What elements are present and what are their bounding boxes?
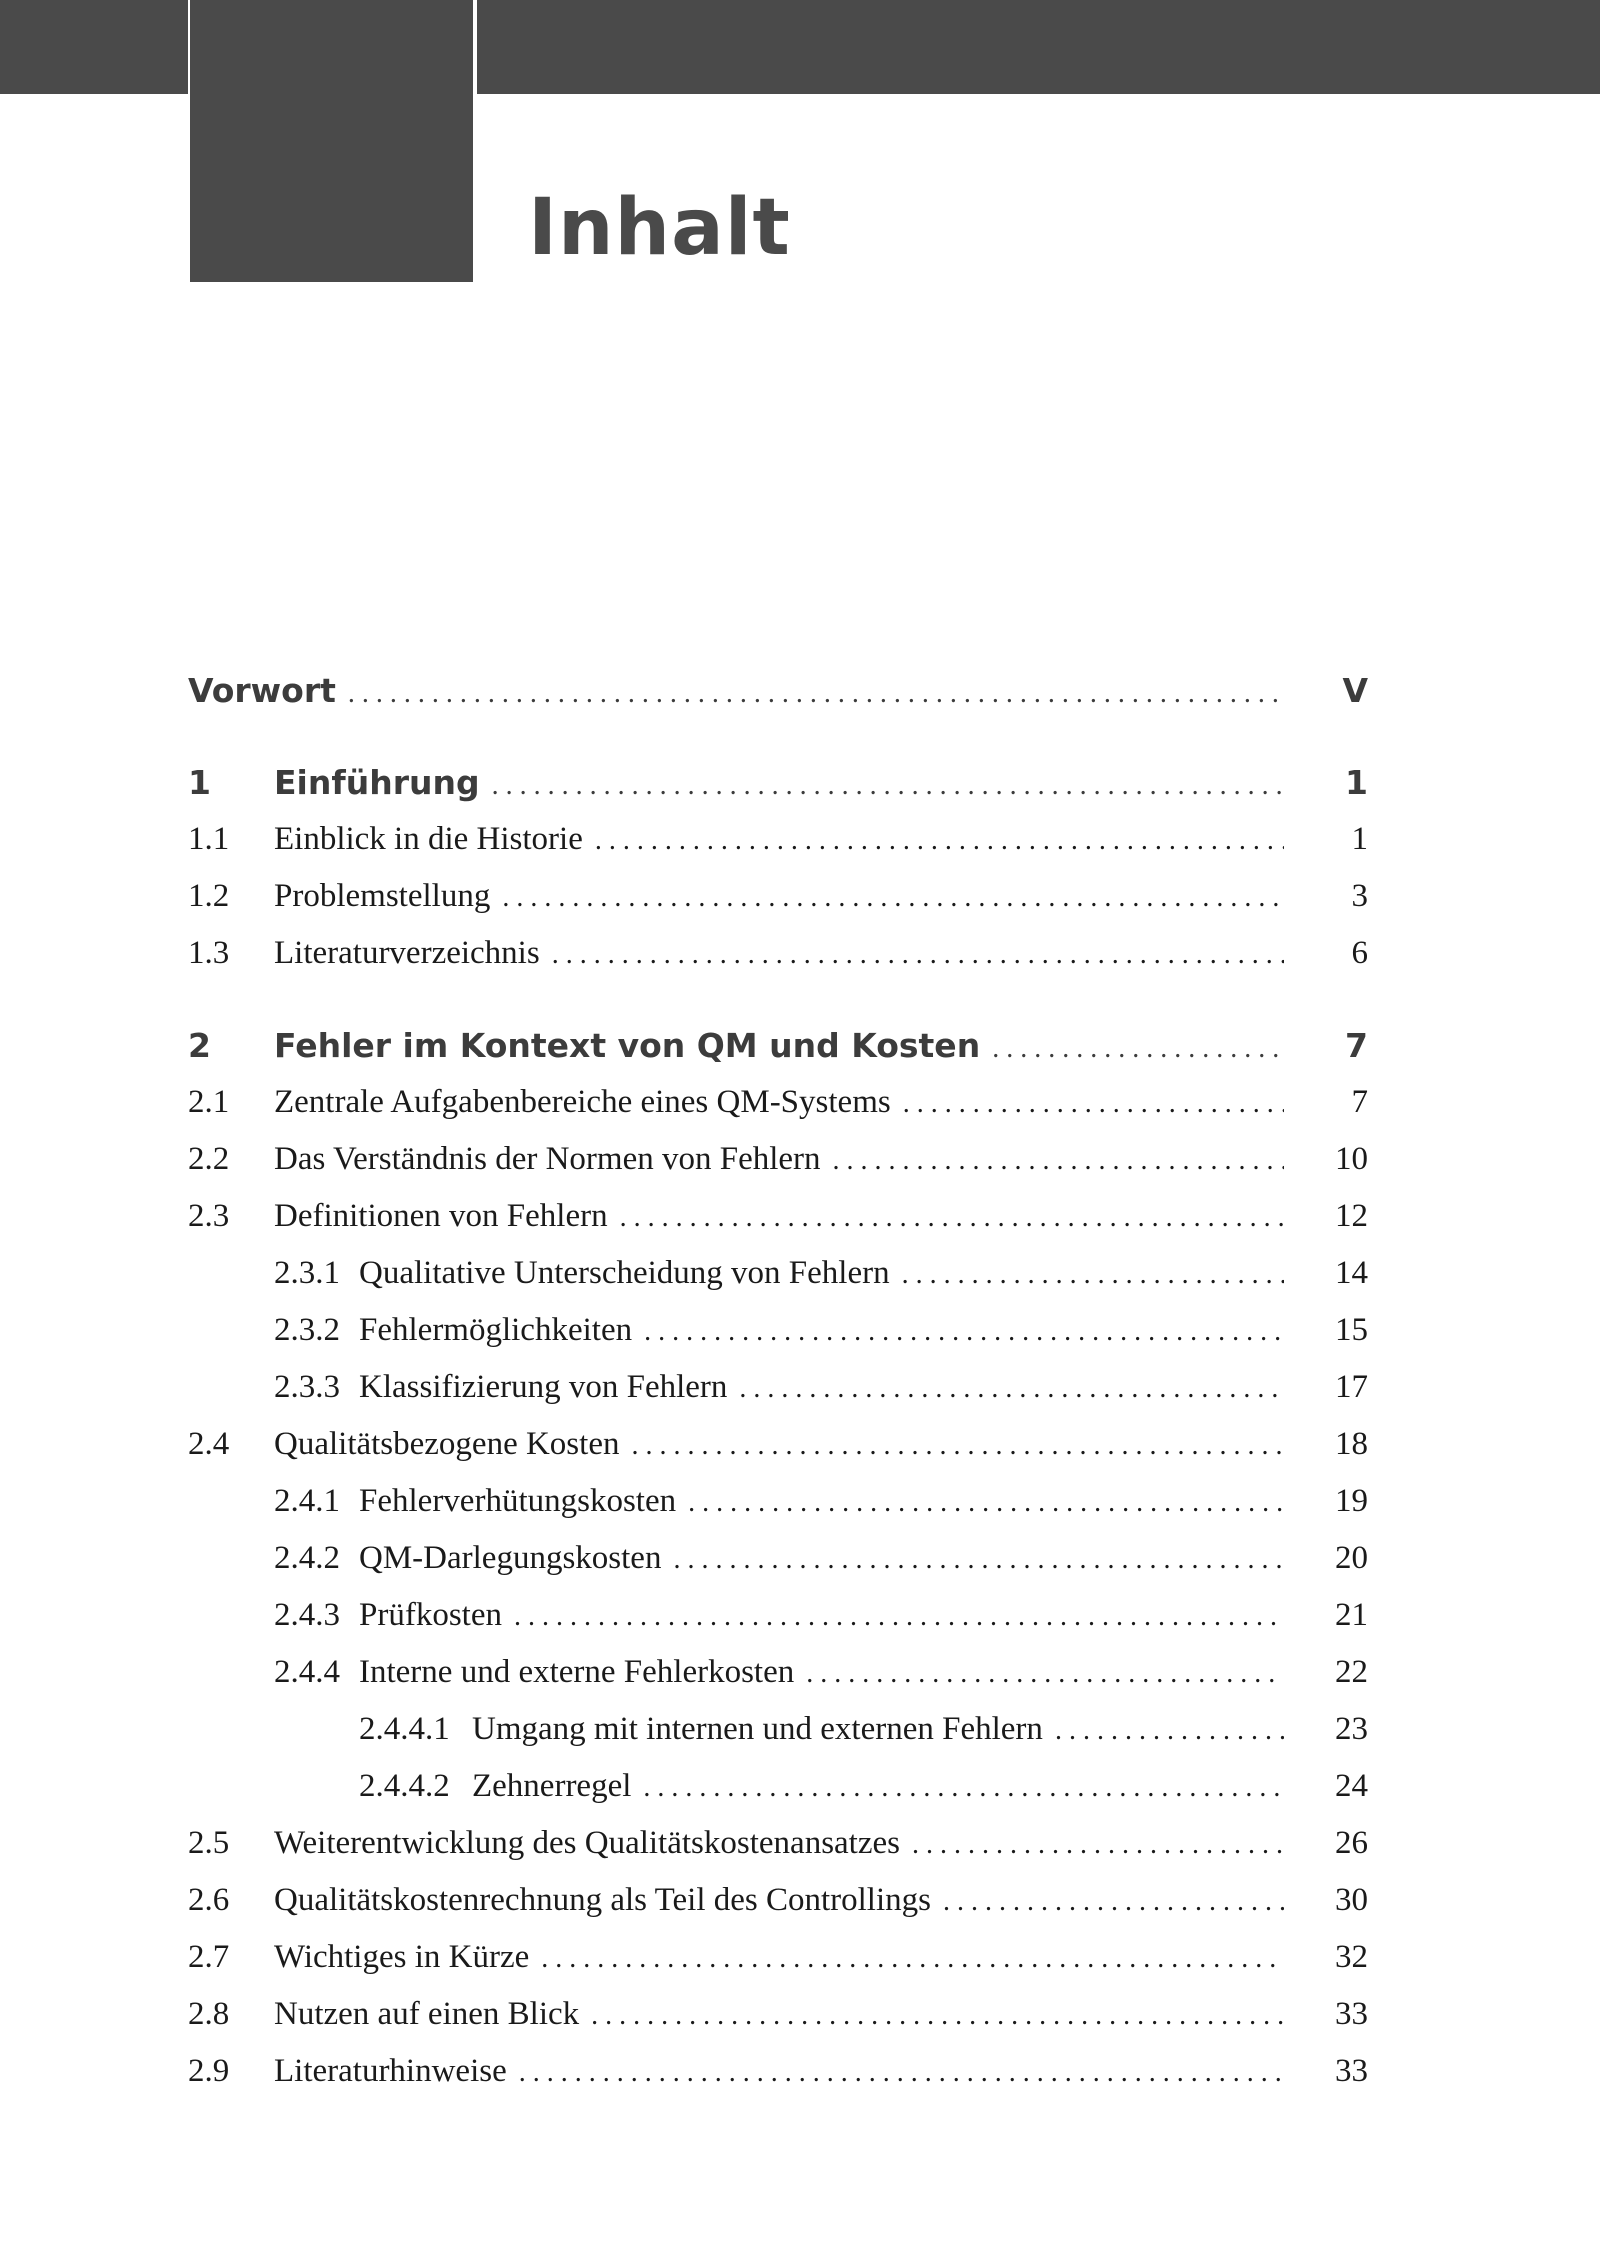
toc-entry-page: 24 — [1335, 1768, 1368, 1804]
toc-entry-page: 33 — [1335, 1996, 1368, 2032]
toc-entry-page: 30 — [1335, 1882, 1368, 1918]
toc-entry-number: 1.1 — [188, 821, 230, 857]
toc-entry[interactable] — [188, 1872, 1368, 1929]
toc-entry-title: Qualitätskostenrechnung als Teil des Controllings — [274, 1882, 931, 1918]
toc-entry-page: 6 — [1351, 935, 1368, 971]
dot-leader — [1055, 1701, 1284, 1759]
toc-entry-number: 2.5 — [188, 1825, 230, 1861]
dot-leader — [620, 1188, 1284, 1246]
dot-leader — [739, 1359, 1284, 1417]
toc-entry-title: Qualitätsbezogene Kosten — [274, 1426, 620, 1462]
chapter-tab-block — [190, 0, 473, 282]
dot-leader — [541, 1929, 1284, 1987]
toc-entry-number: 1.2 — [188, 878, 230, 914]
toc-entry[interactable] — [188, 1473, 1368, 1530]
toc-entry-title: Qualitative Unterscheidung von Fehlern — [359, 1255, 890, 1291]
toc-entry-number: 1 — [188, 763, 211, 802]
dot-leader — [673, 1530, 1284, 1588]
dot-leader — [631, 1416, 1284, 1474]
toc-entry-title: Literaturverzeichnis — [274, 935, 540, 971]
toc-entry-title: Fehlermöglichkeiten — [359, 1312, 633, 1348]
toc-entry[interactable] — [188, 1131, 1368, 1188]
toc-entry[interactable] — [188, 2043, 1368, 2100]
toc-entry-page: 19 — [1335, 1483, 1368, 1519]
toc-entry-number: 2.4.1 — [274, 1483, 340, 1519]
toc-entry-page: 23 — [1335, 1711, 1368, 1747]
toc-entry-number: 2.7 — [188, 1939, 230, 1975]
toc-entry-number: 2.3 — [188, 1198, 230, 1234]
toc-entry-vorwort[interactable] — [188, 662, 1368, 719]
toc-entry-title: Das Verständnis der Normen von Fehlern — [274, 1141, 821, 1177]
toc-entry-title: QM-Darlegungskosten — [359, 1540, 662, 1576]
toc-entry-chapter-1[interactable] — [188, 754, 1368, 811]
header-bar-left — [0, 0, 188, 94]
toc-entry[interactable] — [188, 1416, 1368, 1473]
toc-entry-page: 18 — [1335, 1426, 1368, 1462]
toc-entry-page: 15 — [1335, 1312, 1368, 1348]
toc-entry-page: 1 — [1351, 821, 1368, 857]
toc-entry-number: 2.8 — [188, 1996, 230, 2032]
toc-entry-page: 33 — [1335, 2053, 1368, 2089]
toc-entry[interactable] — [188, 1815, 1368, 1872]
toc-entry-page: 12 — [1335, 1198, 1368, 1234]
toc-entry-title: Problemstellung — [274, 878, 491, 914]
toc-entry-title: Einblick in die Historie — [274, 821, 583, 857]
toc-entry-page: 17 — [1335, 1369, 1368, 1405]
header-bar-right — [477, 0, 1600, 94]
dot-leader — [552, 925, 1284, 983]
toc-entry-title: Zehnerregel — [472, 1768, 632, 1804]
toc-entry[interactable] — [188, 1188, 1368, 1245]
dot-leader — [519, 2043, 1284, 2101]
toc-entry-page: 10 — [1335, 1141, 1368, 1177]
dot-leader — [643, 1758, 1284, 1816]
toc-entry[interactable] — [188, 1530, 1368, 1587]
toc-entry-page: 32 — [1335, 1939, 1368, 1975]
toc-entry[interactable] — [188, 868, 1368, 925]
dot-leader — [833, 1131, 1284, 1189]
toc-entry[interactable] — [188, 1359, 1368, 1416]
toc-entry-page: 1 — [1345, 763, 1368, 802]
toc-entry-title: Vorwort — [188, 671, 336, 710]
toc-entry-number: 2.6 — [188, 1882, 230, 1918]
toc-entry[interactable] — [188, 811, 1368, 868]
toc-entry-title: Definitionen von Fehlern — [274, 1198, 608, 1234]
dot-leader — [644, 1302, 1284, 1360]
toc-entry-page: 22 — [1335, 1654, 1368, 1690]
dot-leader — [514, 1587, 1284, 1645]
dot-leader — [912, 1815, 1284, 1873]
toc-entry[interactable] — [188, 1302, 1368, 1359]
toc-entry-number: 2.9 — [188, 2053, 230, 2089]
toc-entry-number: 2.2 — [188, 1141, 230, 1177]
toc-entry-page: 26 — [1335, 1825, 1368, 1861]
dot-leader — [492, 754, 1284, 814]
toc-entry-number: 1.3 — [188, 935, 230, 971]
toc-entry-title: Nutzen auf einen Blick — [274, 1996, 580, 2032]
dot-leader — [903, 1074, 1284, 1132]
toc-entry[interactable] — [188, 1245, 1368, 1302]
toc-entry-title: Einführung — [274, 763, 480, 802]
toc-entry[interactable] — [188, 1074, 1368, 1131]
dot-leader — [688, 1473, 1284, 1531]
toc-entry-title: Fehler im Kontext von QM und Kosten — [274, 1026, 981, 1065]
toc-entry-page: 7 — [1351, 1084, 1368, 1120]
toc-entry-chapter-2[interactable] — [188, 1017, 1368, 1074]
toc-entry-title: Interne und externe Fehlerkosten — [359, 1654, 795, 1690]
toc-entry[interactable] — [188, 1644, 1368, 1701]
dot-leader — [806, 1644, 1284, 1702]
toc-entry-title: Wichtiges in Kürze — [274, 1939, 530, 1975]
toc-entry-number: 2.4.4 — [274, 1654, 340, 1690]
toc-entry[interactable] — [188, 925, 1368, 982]
toc-entry-title: Literaturhinweise — [274, 2053, 507, 2089]
toc-entry-number: 2 — [188, 1026, 211, 1065]
toc-entry-number: 2.4.2 — [274, 1540, 340, 1576]
toc-entry-title: Klassifizierung von Fehlern — [359, 1369, 728, 1405]
table-of-contents — [188, 662, 1368, 2100]
dot-leader — [348, 662, 1284, 722]
page-title: Inhalt — [528, 183, 791, 273]
toc-entry[interactable] — [188, 1587, 1368, 1644]
dot-leader — [591, 1986, 1284, 2044]
toc-entry-title: Umgang mit internen und externen Fehlern — [472, 1711, 1043, 1747]
toc-entry-number: 2.4.4.2 — [359, 1768, 450, 1804]
toc-entry-page: 20 — [1335, 1540, 1368, 1576]
toc-entry-number: 2.3.2 — [274, 1312, 340, 1348]
dot-leader — [992, 1017, 1284, 1077]
toc-entry-number: 2.4.3 — [274, 1597, 340, 1633]
toc-entry-title: Fehlerverhütungskosten — [359, 1483, 677, 1519]
toc-entry-number: 2.1 — [188, 1084, 230, 1120]
toc-entry-page: 7 — [1345, 1026, 1368, 1065]
dot-leader — [502, 868, 1284, 926]
toc-entry[interactable] — [188, 1701, 1368, 1758]
toc-entry-title: Zentrale Aufgabenbereiche eines QM-Systems — [274, 1084, 891, 1120]
toc-entry-title: Prüfkosten — [359, 1597, 502, 1633]
toc-entry-page: 14 — [1335, 1255, 1368, 1291]
dot-leader — [943, 1872, 1284, 1930]
toc-entry-number: 2.4.4.1 — [359, 1711, 450, 1747]
toc-entry-page: 21 — [1335, 1597, 1368, 1633]
toc-entry-page: V — [1342, 671, 1368, 710]
dot-leader — [902, 1245, 1284, 1303]
dot-leader — [595, 811, 1284, 869]
toc-entry-title: Weiterentwicklung des Qualitätskostenansatzes — [274, 1825, 900, 1861]
toc-entry-number: 2.3.1 — [274, 1255, 340, 1291]
toc-entry-number: 2.3.3 — [274, 1369, 340, 1405]
toc-entry[interactable] — [188, 1758, 1368, 1815]
toc-entry-number: 2.4 — [188, 1426, 230, 1462]
toc-entry[interactable] — [188, 1986, 1368, 2043]
toc-entry-page: 3 — [1351, 878, 1368, 914]
toc-entry[interactable] — [188, 1929, 1368, 1986]
